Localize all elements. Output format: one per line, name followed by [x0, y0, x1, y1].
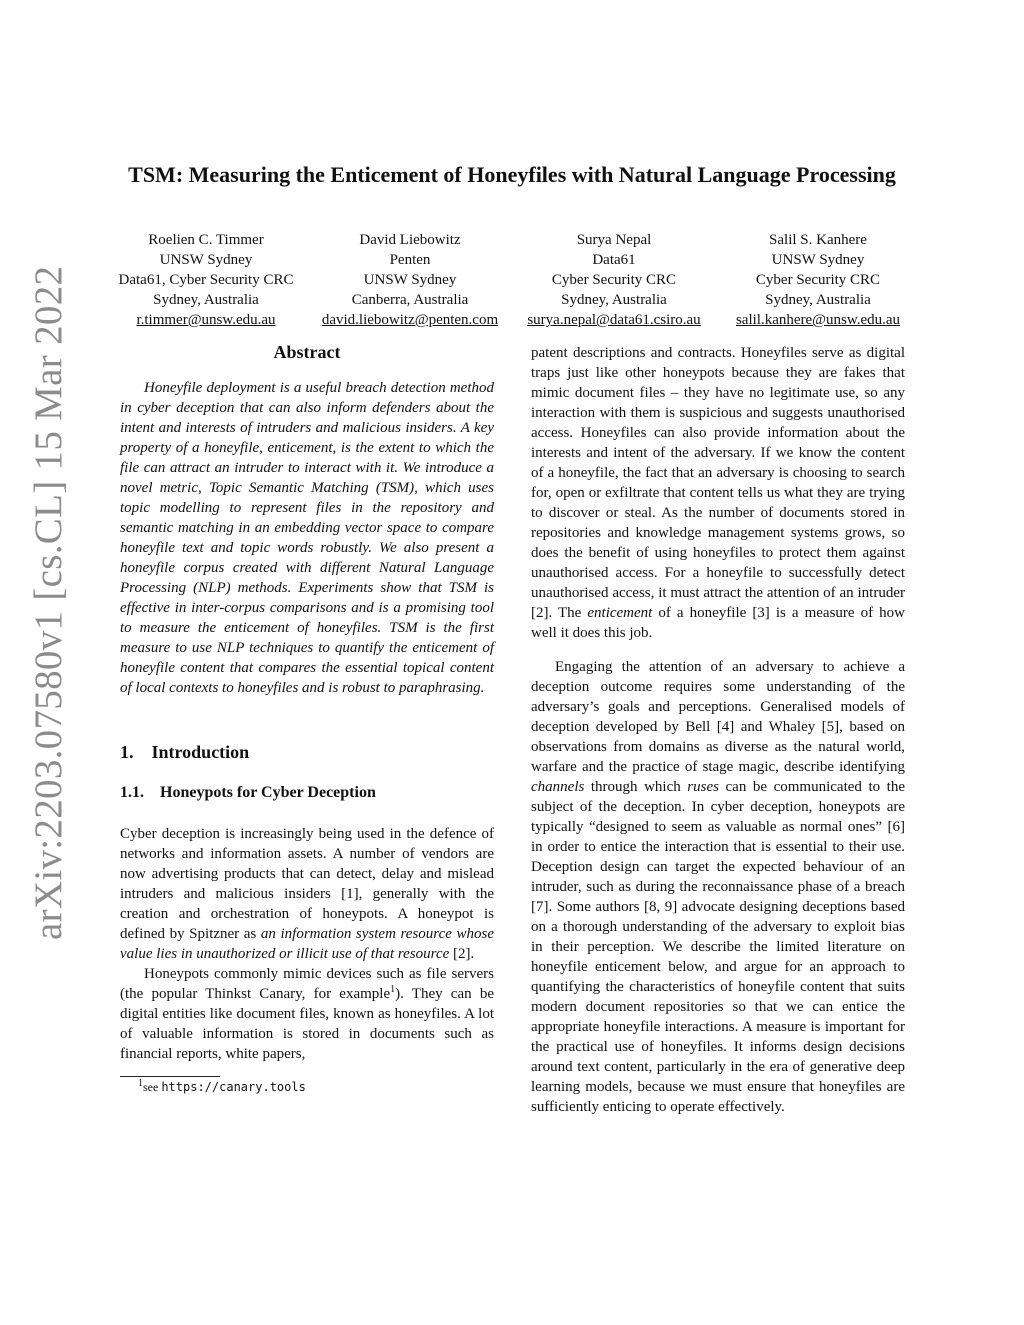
- footnote-text: see: [143, 1080, 162, 1094]
- text-run: Honeypots commonly mimic devices such as file servers (the popular Thinkst Canary, for example: [120, 966, 494, 1002]
- body-paragraph: [531, 343, 905, 643]
- author-email-link[interactable]: david.liebowitz@penten.com: [321, 312, 499, 328]
- text-run: through which: [584, 779, 688, 795]
- text-run: Engaging the attention of an adversary to achieve a deception outcome requires some understanding of the adversary’s goals and perceptions. Generalised models of deception developed by Bell [4] and Whaley [5], based on observations from domains as diverse as the natural world, warfare and the practice of stage magic, describe identifying: [531, 659, 905, 775]
- author-affiliation: UNSW Sydney: [771, 252, 865, 268]
- italic-text-run: an information system resource whose value lies in unauthorized or illicit use of that resource: [120, 926, 494, 962]
- author-location: Canberra, Australia: [351, 292, 469, 308]
- text-run: can be communicated to the subject of the deception. In cyber deception, honeypots are typically “designed to seem as valuable as normal ones” [6] in order to entice the interaction that is essential to their use. Deception design can target the expected behaviour of an intruder, such as during the reconnaissance phase of a breach [7]. Some authors [8, 9] advocate designing deceptions based on a thorough understanding of the adversary to exploit bias in their perception. We describe the limited literature on honeyfile enticement below, and argue for an approach to quantifying the characteristics of honeyfile content that suits modern document repositories so that we can entice the appropriate honeyfile interactions. A measure is important for the practical use of honeyfiles. It informs design decisions around text content, particularly in the era of generative deep learning models, because we must ensure that honeyfiles are sufficiently enticing to operate effectively.: [531, 779, 905, 1115]
- text-run: Cyber deception is increasingly being used in the defence of networks and information assets. A number of vendors are now advertising products that can detect, delay and mislead intruders and malicious insiders [1], generally with the creation and orchestration of honeypots. A honeypot is defined by Spitzner as: [120, 826, 494, 942]
- author-affiliation: Cyber Security CRC: [551, 272, 677, 288]
- author-name: David Liebowitz: [359, 232, 461, 248]
- author-affiliation: UNSW Sydney: [363, 272, 457, 288]
- author-affiliation: UNSW Sydney: [159, 252, 253, 268]
- section-heading-introduction: 1. Introduction: [120, 742, 250, 762]
- body-paragraph: [120, 964, 494, 1064]
- text-run: [2].: [449, 946, 475, 962]
- author-name: Salil S. Kanhere: [769, 232, 867, 248]
- abstract-text: Honeyfile deployment is a useful breach detection method in cyber deception that can also inform defenders about the intent and interests of intruders and malicious insiders. A key property of a honeyfile, enticement, is the extent to which the file can attract an intruder to interact with it. We introduce a novel metric, Topic Semantic Matching (TSM), which uses topic modelling to represent files in the repository and semantic matching in an embedding vector space to compare honeyfile text and topic words robustly. We also present a honeyfile corpus created with different Natural Language Processing (NLP) methods. Experiments show that TSM is effective in inter-corpus comparisons and is a promising tool to measure the enticement of honeyfiles. TSM is the first measure to use NLP techniques to quantify the enticement of honeyfile content that compares the essential topical content of local contexts to honeyfiles and is robust to paraphrasing.: [120, 380, 494, 696]
- footnote-number: 1: [138, 1078, 143, 1089]
- subsection-heading-honeypots: 1.1. Honeypots for Cyber Deception: [120, 784, 376, 801]
- footnote-marker[interactable]: 1: [390, 984, 396, 995]
- author-block: [104, 230, 308, 330]
- author-name: Surya Nepal: [576, 232, 652, 248]
- footnote-url-link[interactable]: https://canary.tools: [161, 1080, 306, 1094]
- author-email-link[interactable]: salil.kanhere@unsw.edu.au: [735, 312, 901, 328]
- footnote-divider: [120, 1076, 220, 1077]
- author-location: Sydney, Australia: [765, 292, 871, 308]
- italic-text-run: channels: [531, 779, 585, 795]
- text-run: of a honeyfile [3] is a measure of how well it does this job.: [531, 605, 905, 641]
- left-column: [120, 340, 494, 1095]
- author-email-link[interactable]: surya.nepal@data61.csiro.au: [527, 312, 701, 328]
- text-run: ). They can be digital entities like document files, known as honeyfiles. A lot of valuable information is stored in documents such as financial reports, white papers,: [120, 986, 494, 1062]
- arxiv-identifier: arXiv:2203.07580v1 [cs.CL] 15 Mar 2022: [27, 265, 70, 940]
- author-affiliation: Cyber Security CRC: [755, 272, 881, 288]
- author-name: Roelien C. Timmer: [148, 232, 264, 248]
- author-block: [716, 230, 920, 330]
- author-block: [512, 230, 716, 330]
- abstract-heading: Abstract: [273, 342, 341, 362]
- author-location: Sydney, Australia: [153, 292, 259, 308]
- author-location: Sydney, Australia: [561, 292, 667, 308]
- italic-text-run: enticement: [587, 605, 653, 621]
- author-affiliation: Data61: [592, 252, 636, 268]
- author-block: [308, 230, 512, 330]
- paper-title: TSM: Measuring the Enticement of Honeyfiles with Natural Language Processing: [128, 162, 896, 187]
- body-paragraph: [120, 824, 494, 964]
- author-affiliation: Penten: [389, 252, 431, 268]
- author-affiliation: Data61, Cyber Security CRC: [118, 272, 294, 288]
- text-run: patent descriptions and contracts. Honeyfiles serve as digital traps just like other honeypots because they are fakes that mimic document files – they have no legitimate use, so any interaction with them is suspicious and suggests unauthorised access. Honeyfiles can also provide information about the interests and intent of the adversary. If we know the content of a honeyfile, the fact that an adversary is choosing to search for, open or exfiltrate that content tells us what they are trying to discover or steal. As the number of documents stored in repositories and knowledge management systems grows, so does the benefit of using honeyfiles to protect them against unauthorised access. For a honeyfile to successfully detect unauthorised access, it must attract the attention of an intruder [2]. The: [531, 345, 905, 621]
- right-column: [531, 343, 905, 1117]
- body-paragraph: [531, 657, 905, 1117]
- author-email-link[interactable]: r.timmer@unsw.edu.au: [136, 312, 276, 328]
- italic-text-run: ruses: [687, 779, 719, 795]
- footnote: [120, 1079, 494, 1095]
